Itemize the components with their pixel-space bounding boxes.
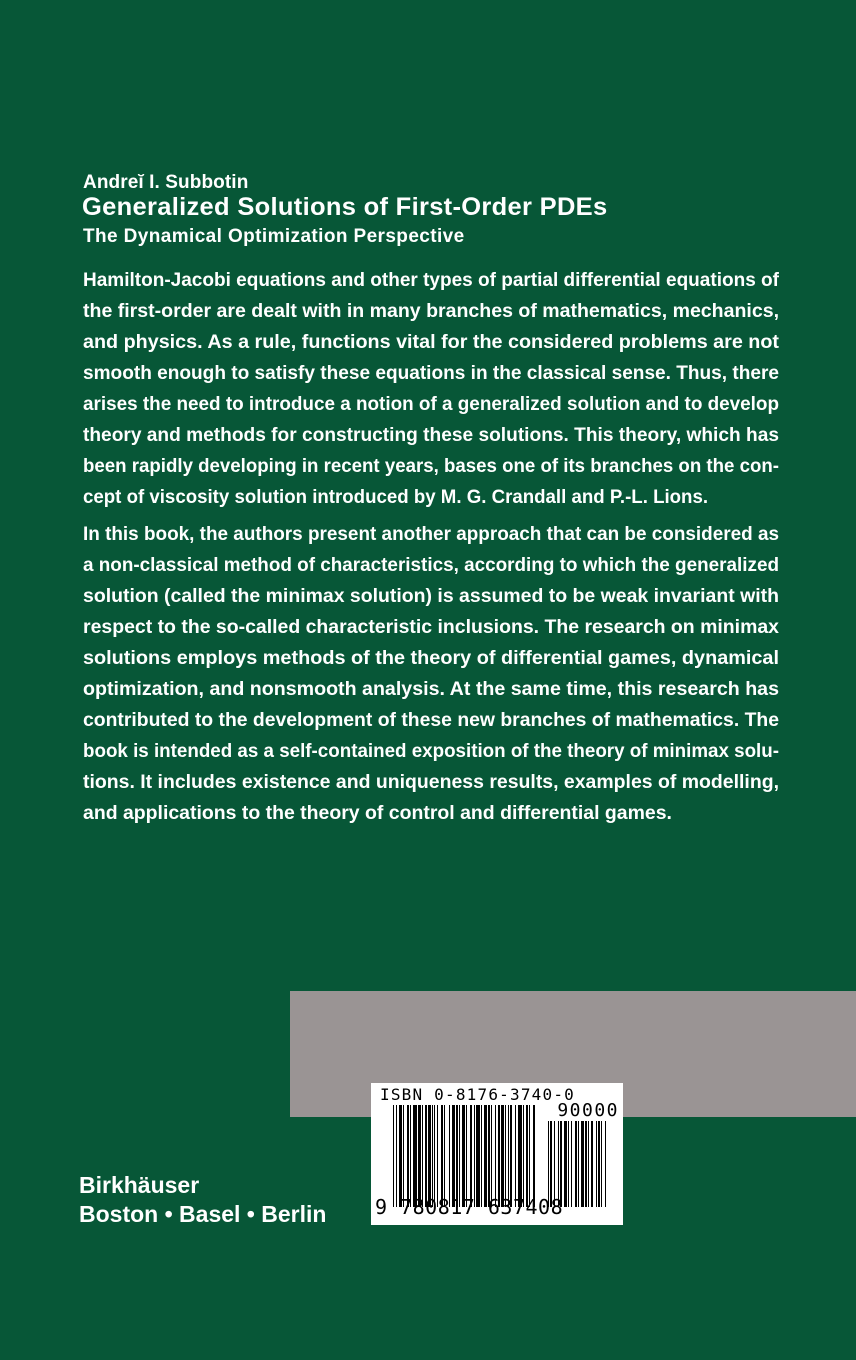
publisher-name: Birkhäuser [79,1172,200,1198]
blurb-line [83,612,779,643]
blurb-line [83,482,779,513]
blurb-line-text: contributed to the development of these new branches of mathematics. The [83,710,779,731]
blurb-line-text: and applications to the theory of control and differential games. [83,803,672,824]
book-subtitle: The Dynamical Optimization Perspective [83,226,465,247]
blurb-line [83,519,779,550]
barcode-label [371,1083,623,1225]
blurb-line [83,674,779,705]
blurb-paragraph-1 [83,265,779,513]
blurb-line [83,358,779,389]
blurb-paragraph-2 [83,519,779,829]
book-title: Generalized Solutions of First-Order PDEs [82,193,608,221]
blurb-line [83,798,779,829]
blurb-line-text: solution (called the minimax solution) is assumed to be weak invariant with [83,586,780,607]
blurb-line [83,296,779,327]
price-addon-text: 90000 [557,1100,619,1121]
blurb-line [83,389,779,420]
blurb-line [83,550,779,581]
blurb-line-text: arises the need to introduce a notion of a generalized solution and to develop [83,394,779,415]
publisher-cities: Boston • Basel • Berlin [79,1201,327,1227]
blurb-line [83,767,779,798]
ean-number: 9 780817 637408 [375,1195,564,1219]
blurb-line-text: a non-classical method of characteristics, according to which the generalized [83,555,779,576]
publisher-block [79,1171,326,1229]
blurb-line-text: respect to the so-called characteristic inclusions. The research on minimax [83,617,779,638]
blurb-line [83,327,779,358]
blurb-line-text: cept of viscosity solution introduced by M. G. Crandall and P.-L. Lions. [83,487,709,508]
blurb-line [83,705,779,736]
isbn-text: ISBN 0-8176-3740-0 [380,1085,575,1104]
blurb-line-text: Hamilton-Jacobi equations and other types of partial differential equations of [83,270,779,291]
blurb-line-text: book is intended as a self-contained exposition of the theory of minimax solu- [83,741,779,762]
blurb-line [83,643,779,674]
blurb-line-text: tions. It includes existence and uniqueness results, examples of modelling, [83,772,780,793]
author-name: Andreĭ I. Subbotin [83,172,249,193]
blurb-line-text: In this book, the authors present another approach that can be considered as [83,524,779,545]
blurb-line-text: the first-order are dealt with in many branches of mathematics, mechanics, [83,301,779,322]
blurb-line-text: and physics. As a rule, functions vital for the considered problems are not [83,332,779,353]
barcode-main-icon [393,1105,536,1207]
blurb-line [83,581,779,612]
blurb-line-text: smooth enough to satisfy these equations in the classical sense. Thus, there [83,363,779,384]
blurb-line [83,736,779,767]
blurb-line [83,420,779,451]
blurb-line [83,451,779,482]
blurb-line-text: theory and methods for constructing these solutions. This theory, which has [83,425,779,446]
blurb-line-text: been rapidly developing in recent years, bases one of its branches on the con- [83,456,779,477]
blurb-line [83,265,779,296]
blurb-line-text: optimization, and nonsmooth analysis. At the same time, this research has [83,679,779,700]
blurb-line-text: solutions employs methods of the theory of differential games, dynamical [83,648,779,669]
